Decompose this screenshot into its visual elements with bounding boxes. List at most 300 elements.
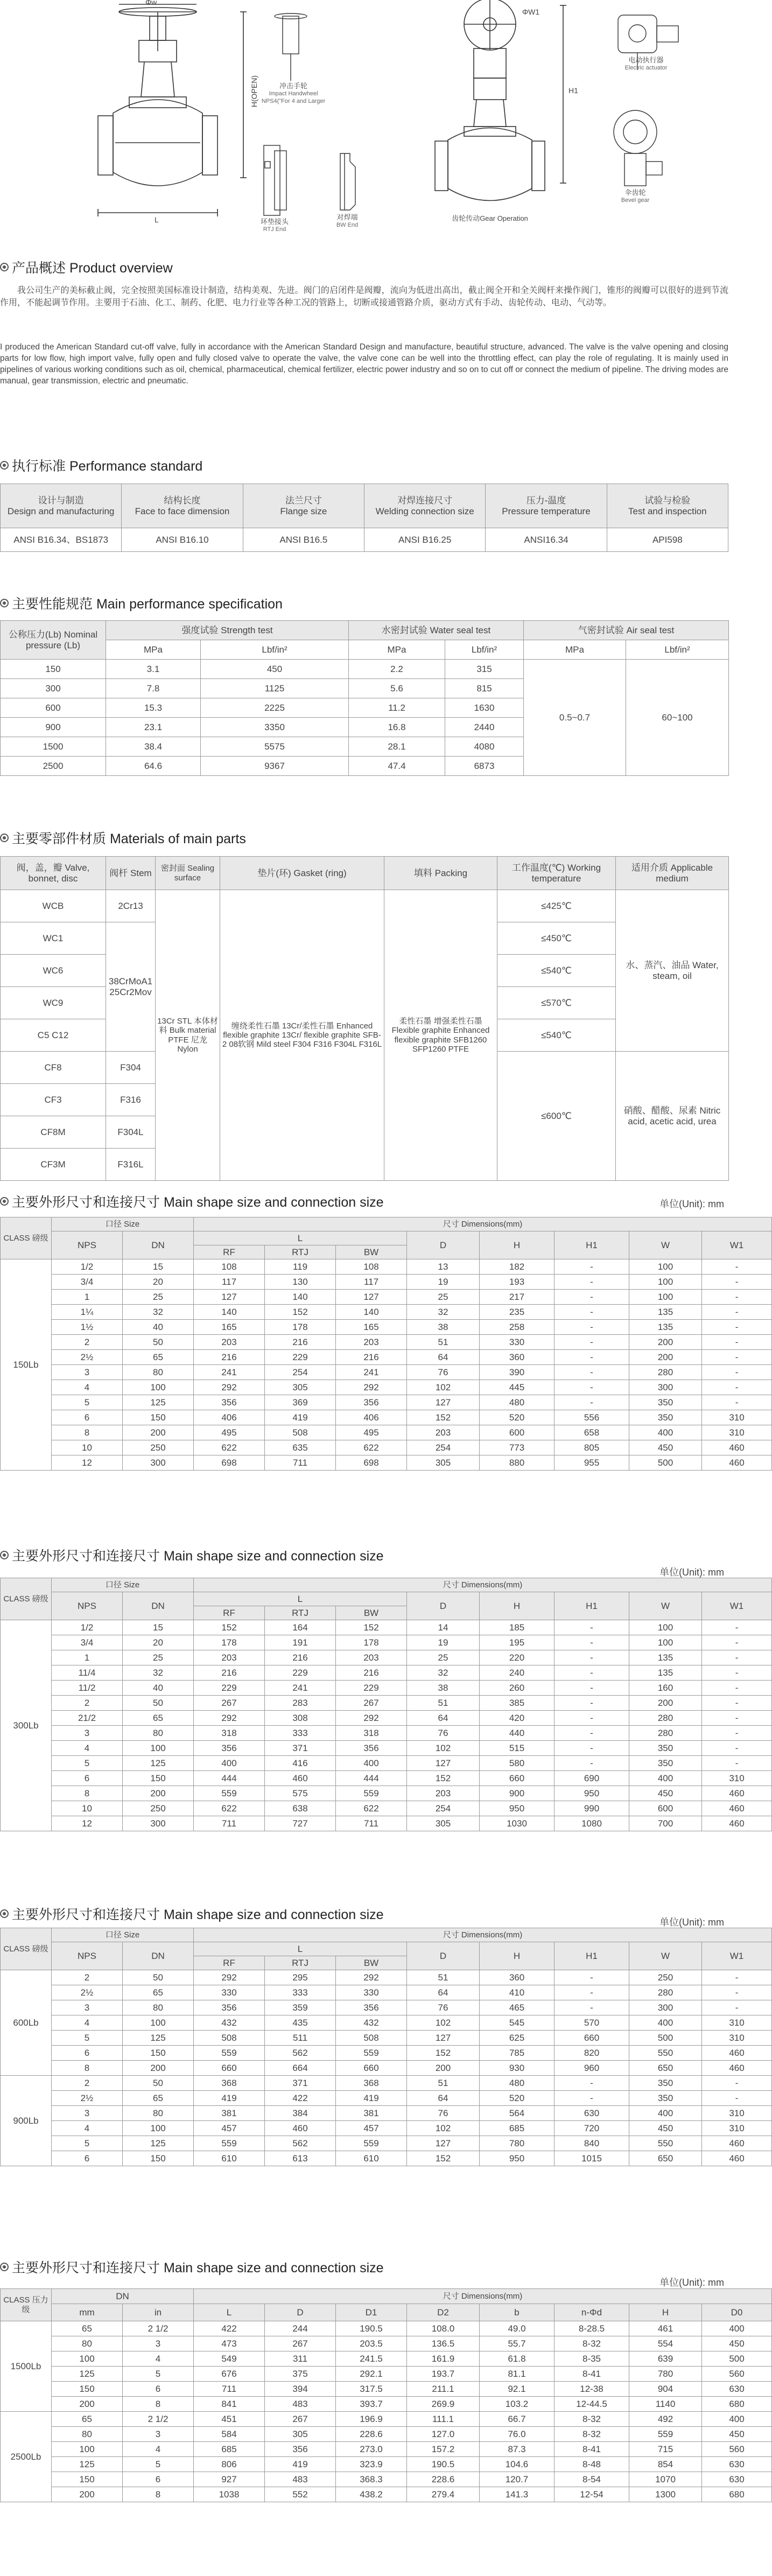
dims-cell: 269.9 [407, 2397, 480, 2412]
dims-cell: 559 [194, 2136, 265, 2151]
mp-header-strength: 强度试验 Strength test [106, 621, 349, 640]
dims-cell: 32 [123, 1665, 194, 1681]
dims-cell: 100 [123, 2015, 194, 2031]
dims-cell: 394 [265, 2382, 336, 2397]
dims-cell: 12-44.5 [555, 2397, 629, 2412]
mp-header-air: 气密封试验 Air seal test [524, 621, 729, 640]
dims-cell: 8-48 [555, 2457, 629, 2472]
dims-cell: 820 [555, 2046, 629, 2061]
dims-cell: 460 [702, 2136, 772, 2151]
dims-cell: 773 [480, 1440, 555, 1455]
dims-cell: - [702, 1681, 772, 1696]
dims-cell: 76 [407, 2000, 480, 2015]
dims-cell: 15 [123, 1259, 194, 1275]
dims1500-title [0, 2257, 384, 2277]
section-bullet-icon [0, 834, 9, 842]
impact-note: NPS4("For 4 and Larger [261, 98, 326, 104]
dims-cell: 216 [265, 1335, 336, 1350]
bevel-gear-zh: 伞齿轮 [624, 188, 646, 197]
dims-header-h: H [480, 1942, 555, 1970]
dims-cell: 80 [52, 2336, 123, 2351]
mat-temp: ≤425℃ [497, 890, 616, 922]
dims-cell: 203 [407, 1425, 480, 1440]
mat-body: CF3 [1, 1084, 106, 1116]
dims-header-h1: H1 [555, 1231, 629, 1259]
dims-cell: - [555, 1395, 629, 1410]
dims-cell: 65 [123, 2091, 194, 2106]
table-row [1, 1801, 772, 1816]
dims-title-text: 主要外形尺寸和连接尺寸 Main shape size and connection size [12, 1549, 384, 1564]
dims-cell: 1 [52, 1290, 123, 1305]
table-row [1, 857, 729, 890]
dims-header-w1: W1 [702, 1231, 772, 1259]
dims-cell: 622 [194, 1440, 265, 1455]
dims-cell: 102 [407, 2015, 480, 2031]
dims-cell: 400 [629, 2106, 702, 2121]
mat-gasket: 缠绕柔性石墨 13Cr/柔性石墨 Enhanced flexible graphite 13Cr/ flexible graphite SFB-2 08软钢 Mild steel F304 F316 F304L F316L [220, 890, 384, 1181]
dims-header-bw: BW [336, 1606, 407, 1620]
mat-stem: 2Cr13 [106, 890, 156, 922]
dims-cell: 356 [194, 1741, 265, 1756]
dims-cell: 140 [336, 1305, 407, 1320]
mp-cell: 815 [445, 679, 524, 698]
dims-cell: 955 [555, 1455, 629, 1471]
dims-cell: 5 [52, 1395, 123, 1410]
dims-cell: 381 [194, 2106, 265, 2121]
dims-header-size: 口径 Size [52, 1928, 194, 1942]
overview-en: I produced the American Standard cut-off valve, fully in accordance with the American Standard Design and manufacture, beautiful structure, advanced. The valve is the valve opening and closing parts for low flow, high import valve, fully open and fully closed valve to operate the valve, the valve cone can be well into the throttling effect, can play the role of regulating. It is mainly used in pipelines of various working conditions such as oil, chemical, pharmaceutical, chemical fertilizer, electric power industry and so on to cut off or connect the medium of pipeline. The driving modes are manual, gear transmission, electric and pneumatic. [0, 342, 728, 386]
dims-cell: 381 [336, 2106, 407, 2121]
table-row [1, 1696, 772, 1711]
dims-cell: 38 [407, 1320, 480, 1335]
mp-cell: 300 [1, 679, 106, 698]
dims-cell: 483 [265, 2472, 336, 2487]
dims-cell: 19 [407, 1275, 480, 1290]
dims-cell: 6 [52, 2151, 123, 2166]
table-row [1, 1756, 772, 1771]
table-row [1, 2076, 772, 2091]
mp-cell: 1500 [1, 737, 106, 757]
mp-cell: 315 [445, 660, 524, 679]
dims-class-label: 1500Lb [1, 2321, 52, 2412]
dims-cell: 660 [336, 2061, 407, 2076]
dims-cell: 575 [265, 1786, 336, 1801]
dims-cell: 570 [555, 2015, 629, 2031]
table-row [1, 528, 728, 552]
dims-cell: 228.6 [407, 2472, 480, 2487]
dims-cell: 11/2 [52, 1681, 123, 1696]
ps-header-en: Flange size [280, 506, 327, 516]
dims-class-label: 900Lb [1, 2076, 52, 2166]
dims-cell: - [702, 1380, 772, 1395]
dims-cell: 350 [629, 1395, 702, 1410]
dims-cell: 930 [480, 2061, 555, 2076]
mat-body: CF8 [1, 1052, 106, 1084]
dims-cell: - [555, 2076, 629, 2091]
dims-cell: 460 [265, 1771, 336, 1786]
dims-cell: 610 [194, 2151, 265, 2166]
dims-cell: 5 [52, 2136, 123, 2151]
dims-cell: 21/2 [52, 1711, 123, 1726]
dims-cell: 100 [52, 2442, 123, 2457]
dims-cell: 20 [123, 1635, 194, 1650]
dims-cell: 1070 [629, 2472, 702, 2487]
dims-cell: 260 [480, 1681, 555, 1696]
dims-cell: 350 [629, 1741, 702, 1756]
dims-cell: 38 [407, 1681, 480, 1696]
dim-h-open: H(OPEN) [250, 75, 258, 108]
dims-cell: 559 [194, 2046, 265, 2061]
table-row [1, 1380, 772, 1395]
dims-cell: 4 [123, 2442, 194, 2457]
dims-header-w1: W1 [702, 1592, 772, 1620]
dims-cell: 465 [480, 2000, 555, 2015]
mp-cell: 600 [1, 698, 106, 718]
dims-cell: 200 [629, 1696, 702, 1711]
dims-cell: 1140 [629, 2397, 702, 2412]
dims-cell: 50 [123, 2076, 194, 2091]
mat-header-packing: 填料 Packing [384, 857, 497, 890]
dim-h1: H1 [569, 86, 578, 95]
dims-cell: 66.7 [480, 2412, 555, 2427]
mp-cell: 11.2 [349, 698, 445, 718]
ps-value: ANSI B16.10 [122, 528, 243, 552]
mp-cell: 15.3 [106, 698, 201, 718]
dims-cell: 622 [336, 1801, 407, 1816]
table-row [1, 2321, 772, 2336]
dims-cell: 2 [52, 2076, 123, 2091]
dims-cell: 2 1/2 [123, 2412, 194, 2427]
dims-cell: - [702, 1305, 772, 1320]
dims-header-rf: RF [194, 1956, 265, 1970]
dims-cell: 495 [336, 1425, 407, 1440]
dims-cell: 80 [123, 1726, 194, 1741]
table-row [1, 1425, 772, 1440]
dims-cell: 200 [123, 1786, 194, 1801]
dims-cell: 460 [702, 2061, 772, 2076]
dims-cell: 480 [480, 2076, 555, 2091]
ps-header-zh: 试验与检验 [644, 495, 691, 506]
dims-cell: 108 [194, 1259, 265, 1275]
mat-temp: ≤600℃ [497, 1052, 616, 1181]
dims-cell: 613 [265, 2151, 336, 2166]
dims-cell: 690 [555, 1771, 629, 1786]
table-row [1, 484, 728, 528]
table-row [1, 1620, 772, 1635]
dims-cell: 305 [407, 1455, 480, 1471]
dims-cell: 127 [407, 2031, 480, 2046]
dims-cell: 720 [555, 2121, 629, 2136]
dims-cell: 8-35 [555, 2351, 629, 2367]
dims150-unit: 单位(Unit): mm [659, 1199, 724, 1209]
table-row [1, 1635, 772, 1650]
dims-cell: 6 [123, 2382, 194, 2397]
dims-cell: - [555, 1665, 629, 1681]
dims-class-label: 2500Lb [1, 2412, 52, 2502]
dims-cell: 854 [629, 2457, 702, 2472]
dims-cell: - [702, 1620, 772, 1635]
dims-cell: 432 [336, 2015, 407, 2031]
dims-cell: 51 [407, 1335, 480, 1350]
dims-cell: 81.1 [480, 2367, 555, 2382]
dims-cell: 12-38 [555, 2382, 629, 2397]
table-row [1, 1726, 772, 1741]
dims-cell: 13 [407, 1259, 480, 1275]
dims-cell: 371 [265, 2076, 336, 2091]
dims-cell: 492 [629, 2412, 702, 2427]
dims300-title [0, 1545, 384, 1565]
dims-cell: 165 [194, 1320, 265, 1335]
dims-cell: 308 [265, 1711, 336, 1726]
dims-cell: 161.9 [407, 2351, 480, 2367]
mat-medium: 水、蒸汽、油品 Water, steam, oil [616, 890, 729, 1052]
dims-cell: 292 [194, 1711, 265, 1726]
dims-cell: 178 [265, 1320, 336, 1335]
mp-cell: 4080 [445, 737, 524, 757]
main-performance-title-text: 主要性能规范 Main performance specification [12, 597, 283, 612]
dims-cell: 549 [194, 2351, 265, 2367]
dims-cell: 216 [194, 1350, 265, 1365]
mp-cell: 64.6 [106, 757, 201, 776]
table-row [1, 2151, 772, 2166]
dims-cell: 65 [52, 2412, 123, 2427]
dims-cell: 550 [629, 2136, 702, 2151]
dims-cell: 715 [629, 2442, 702, 2457]
dims-cell: - [702, 2076, 772, 2091]
dims-cell: 375 [265, 2367, 336, 2382]
dims-cell: 152 [336, 1620, 407, 1635]
ps-header-1 [1, 484, 122, 528]
dims-cell: 610 [336, 2151, 407, 2166]
dims-cell: 460 [702, 1440, 772, 1455]
table-row [1, 2000, 772, 2015]
mat-packing: 柔性石墨 增强柔性石墨 Flexible graphite Enhanced flexible graphite SFB1260 SFP1260 PTFE [384, 890, 497, 1181]
dims-header-in: in [123, 2304, 194, 2321]
dims-cell: 508 [336, 2031, 407, 2046]
dims-cell: 420 [480, 1711, 555, 1726]
dims-cell: 318 [336, 1726, 407, 1741]
dims-header-w1: W1 [702, 1942, 772, 1970]
dims-cell: 559 [336, 2046, 407, 2061]
table-row [1, 2442, 772, 2457]
mp-cell: 23.1 [106, 718, 201, 737]
table-row [1, 2487, 772, 2502]
dims-cell: 356 [265, 2442, 336, 2457]
dims-cell: 125 [52, 2367, 123, 2382]
dims-cell: 150 [52, 2472, 123, 2487]
dims-cell: 438.2 [336, 2487, 407, 2502]
dims-cell: - [555, 1259, 629, 1275]
ps-header-zh: 结构长度 [164, 495, 201, 506]
table-row [1, 1592, 772, 1606]
ps-header-4 [364, 484, 485, 528]
dims-cell: 562 [265, 2136, 336, 2151]
dims-cell: 165 [336, 1320, 407, 1335]
dims-header-dn: DN [123, 1592, 194, 1620]
table-row [1, 2367, 772, 2382]
dims-cell: 560 [702, 2367, 772, 2382]
dims-cell: 900 [480, 1786, 555, 1801]
dims-cell: 87.3 [480, 2442, 555, 2457]
dims-cell: 400 [629, 2015, 702, 2031]
dims-cell: - [702, 1320, 772, 1335]
dims-cell: 1 [52, 1650, 123, 1665]
ps-value: ANSI B16.34、BS1873 [1, 528, 122, 552]
bw-end-zh: 对焊端 [336, 213, 358, 221]
dims-cell: 267 [336, 1696, 407, 1711]
dims-cell: 15 [123, 1620, 194, 1635]
dims-cell: 406 [194, 1410, 265, 1425]
ps-value: API598 [607, 528, 728, 552]
dims-cell: 157.2 [407, 2442, 480, 2457]
dims-cell: 1015 [555, 2151, 629, 2166]
dims-cell: 300 [629, 2000, 702, 2015]
dims-cell: 698 [336, 1455, 407, 1471]
dims-cell: 368 [194, 2076, 265, 2091]
dims-cell: 292 [336, 1970, 407, 1985]
dims-cell: 76.0 [480, 2427, 555, 2442]
dims-cell: 25 [123, 1290, 194, 1305]
dims-cell: 419 [336, 2091, 407, 2106]
dims-cell: 152 [265, 1305, 336, 1320]
dims-cell: - [555, 1350, 629, 1365]
dims-cell: 8-41 [555, 2367, 629, 2382]
dims-cell: 435 [265, 2015, 336, 2031]
dims-cell: 560 [702, 2442, 772, 2457]
dims-cell: 317.5 [336, 2382, 407, 2397]
dims-header-dn: DN [123, 1942, 194, 1970]
dims-cell: 805 [555, 1440, 629, 1455]
dims-header-rf: RF [194, 1606, 265, 1620]
dims-cell: 267 [265, 2412, 336, 2427]
mp-unit: Lbf/in² [626, 640, 729, 660]
dims-cell: 280 [629, 1365, 702, 1380]
dims-cell: 267 [265, 2336, 336, 2351]
dims-cell: 100 [629, 1259, 702, 1275]
mp-air-mpa: 0.5~0.7 [524, 660, 626, 776]
table-row [1, 1410, 772, 1425]
dims-header-col: D1 [336, 2304, 407, 2321]
dims-cell: 229 [265, 1665, 336, 1681]
table-row [1, 2046, 772, 2061]
dims-header-dimensions: 尺寸 Dimensions(mm) [194, 1217, 772, 1231]
dims-cell: 416 [265, 1756, 336, 1771]
gear-valve-drawing [435, 0, 566, 201]
dims-header-rf: RF [194, 1245, 265, 1259]
rtj-end-zh: 环垫接头 [260, 218, 289, 226]
dims-cell: 152 [194, 1620, 265, 1635]
mp-unit: Lbf/in² [201, 640, 349, 660]
table-row [1, 1231, 772, 1245]
dims-header-col: D [265, 2304, 336, 2321]
dims-cell: - [702, 1756, 772, 1771]
dims-cell: - [702, 1635, 772, 1650]
dims-cell: 6 [52, 1410, 123, 1425]
mat-temp: ≤540℃ [497, 955, 616, 987]
dims-cell: - [702, 1970, 772, 1985]
table-row [1, 1985, 772, 2000]
mat-header-temp: 工作温度(℃) Working temperature [497, 857, 616, 890]
dims-cell: 20 [123, 1275, 194, 1290]
table-row [1, 1786, 772, 1801]
dims-cell: 216 [336, 1665, 407, 1681]
dims-cell: 511 [265, 2031, 336, 2046]
dims-cell: 457 [194, 2121, 265, 2136]
mat-header-body: 阀，盖，瓣 Valve, bonnet, disc [1, 857, 106, 890]
dims-cell: 406 [336, 1410, 407, 1425]
mp-cell: 2500 [1, 757, 106, 776]
performance-standard-title-text: 执行标准 Performance standard [12, 459, 203, 474]
table-row [1, 1320, 772, 1335]
dims-cell: 182 [480, 1259, 555, 1275]
dims-title-text: 主要外形尺寸和连接尺寸 Main shape size and connection size [12, 1195, 384, 1210]
dims-cell: 950 [480, 2151, 555, 2166]
globe-valve-drawing [98, 4, 247, 216]
mp-cell: 47.4 [349, 757, 445, 776]
ps-header-en: Design and manufacturing [7, 506, 115, 516]
dims-cell: 10 [52, 1440, 123, 1455]
dims-cell: - [555, 2091, 629, 2106]
mat-header-gasket: 垫片(环) Gasket (ring) [220, 857, 384, 890]
table-row [1, 2015, 772, 2031]
dims-cell: 64 [407, 1711, 480, 1726]
valve-drawings [0, 0, 728, 237]
ps-header-5 [486, 484, 607, 528]
dims-cell: 1038 [194, 2487, 265, 2502]
dims-cell: - [555, 1380, 629, 1395]
dims-cell: - [555, 2000, 629, 2015]
materials-title [0, 828, 246, 848]
table-row [1, 1681, 772, 1696]
dims-cell: 318 [194, 1726, 265, 1741]
dims-cell: 5 [123, 2457, 194, 2472]
dims-cell: 554 [629, 2336, 702, 2351]
dims-cell: 164 [265, 1620, 336, 1635]
dims-cell: 76 [407, 1365, 480, 1380]
mat-body: WC1 [1, 922, 106, 955]
dims-cell: 100 [52, 2351, 123, 2367]
dims-cell: 280 [629, 1726, 702, 1741]
performance-standard-table [0, 484, 728, 552]
dims-cell: 280 [629, 1711, 702, 1726]
dims-cell: 8-32 [555, 2336, 629, 2351]
dims-cell: 711 [194, 2382, 265, 2397]
dims-cell: 190.5 [336, 2321, 407, 2336]
dims-cell: 254 [407, 1801, 480, 1816]
dims-cell: 305 [265, 2427, 336, 2442]
dims-cell: 422 [265, 2091, 336, 2106]
dims600-unit: 单位(Unit): mm [659, 1917, 724, 1928]
dims-cell: 393.7 [336, 2397, 407, 2412]
dims-cell: 258 [480, 1320, 555, 1335]
ps-header-zh: 对焊连接尺寸 [397, 495, 453, 506]
rtj-end-drawing [264, 145, 286, 215]
dims-cell: 630 [702, 2457, 772, 2472]
mp-air-lbf: 60~100 [626, 660, 729, 776]
dims-header-col: n-Φd [555, 2304, 629, 2321]
dims-header-col: D0 [702, 2304, 772, 2321]
dims-cell: 76 [407, 1726, 480, 1741]
ps-header-en: Face to face dimension [135, 506, 230, 516]
dims-cell: 419 [265, 2457, 336, 2472]
dims-header-w: W [629, 1942, 702, 1970]
dims-cell: 135 [629, 1320, 702, 1335]
dims-cell: 127 [407, 2136, 480, 2151]
dims-cell: 203.5 [336, 2336, 407, 2351]
table-row [1, 1290, 772, 1305]
dims-cell: 55.7 [480, 2336, 555, 2351]
dims-cell: 2 [52, 1696, 123, 1711]
